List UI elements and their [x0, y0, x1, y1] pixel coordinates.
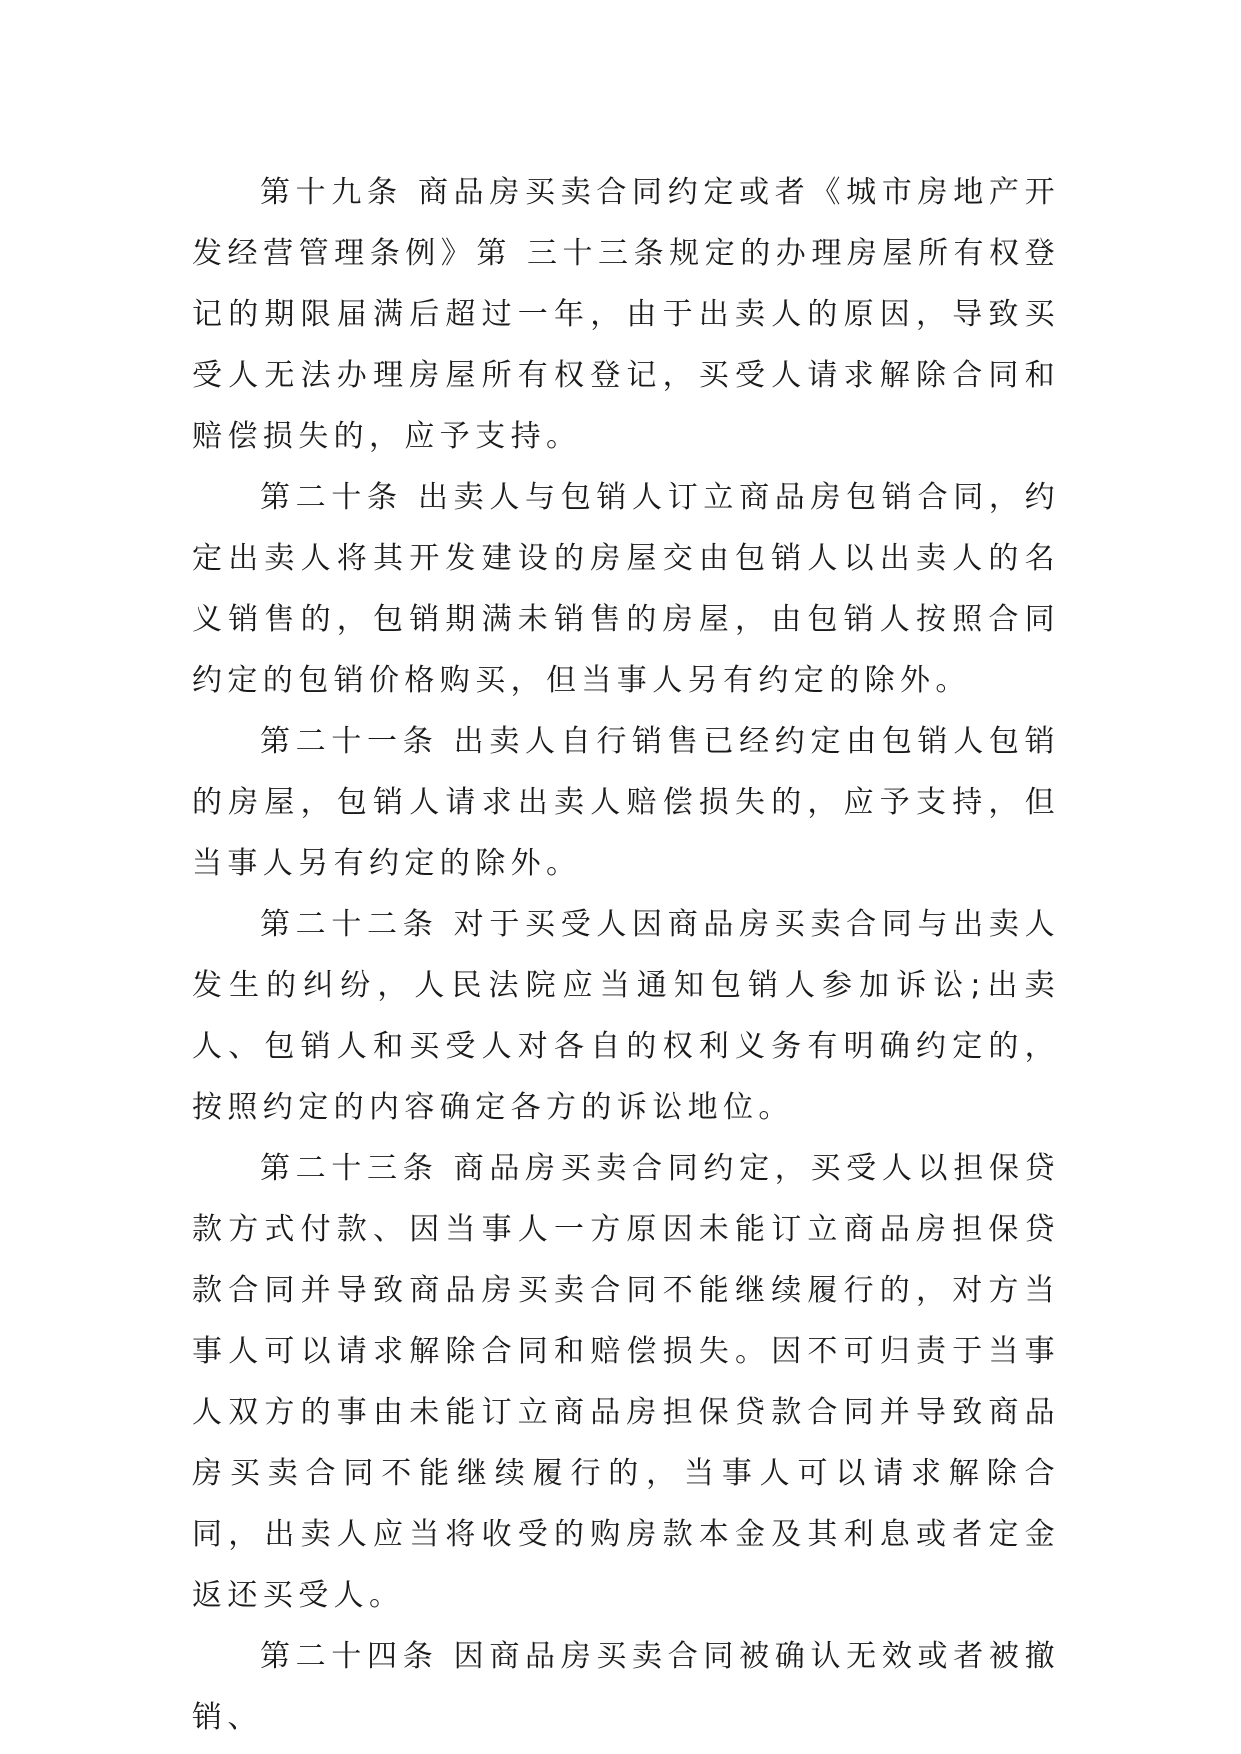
article-24: 第二十四条 因商品房买卖合同被确认无效或者被撤销、: [192, 1639, 1060, 1735]
document-body: [192, 162, 1060, 1748]
article-21: 第二十一条 出卖人自行销售已经约定由包销人包销的房屋，包销人请求出卖人赔偿损失的，应予支持，但当事人另有约定的除外。: [192, 724, 1060, 881]
article-19: 第十九条 商品房买卖合同约定或者《城市房地产开发经营管理条例》第 三十三条规定的办理房屋所有权登记的期限届满后超过一年，由于出卖人的原因，导致买受人无法办理房屋所有权登记，买受人请求解除合同和赔偿损失的，应予支持。: [192, 175, 1060, 454]
article-23: 第二十三条 商品房买卖合同约定，买受人以担保贷款方式付款、因当事人一方原因未能订立商品房担保贷款合同并导致商品房买卖合同不能继续履行的，对方当事人可以请求解除合同和赔偿损失。因不可归责于当事人双方的事由未能订立商品房担保贷款合同并导致商品房买卖合同不能继续履行的，当事人可以请求解除合同，出卖人应当将收受的购房款本金及其利息或者定金返还买受人。: [192, 1151, 1060, 1613]
article-20: 第二十条 出卖人与包销人订立商品房包销合同，约定出卖人将其开发建设的房屋交由包销人以出卖人的名义销售的，包销期满未销售的房屋，由包销人按照合同约定的包销价格购买，但当事人另有约定的除外。: [192, 480, 1060, 698]
article-22: 第二十二条 对于买受人因商品房买卖合同与出卖人发生的纠纷，人民法院应当通知包销人参加诉讼;出卖人、包销人和买受人对各自的权利义务有明确约定的，按照约定的内容确定各方的诉讼地位。: [192, 907, 1060, 1125]
